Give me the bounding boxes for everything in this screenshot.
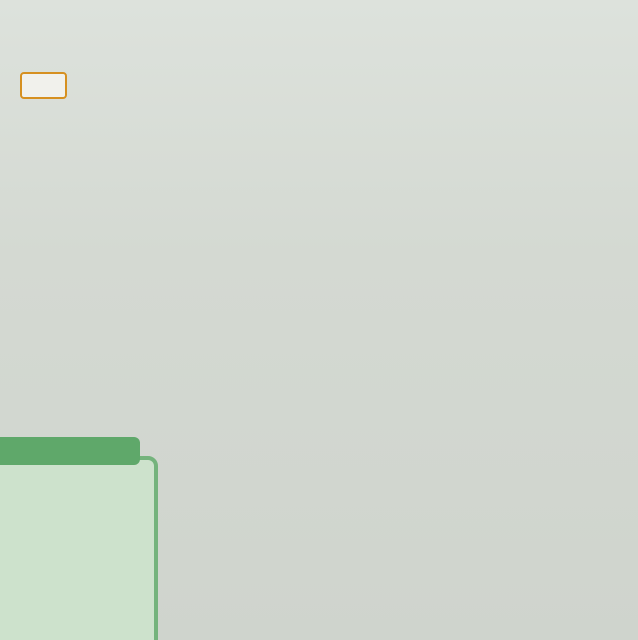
task-number-badge: [20, 72, 67, 99]
story-text: [20, 127, 620, 133]
helper-tab: [0, 437, 140, 465]
helper-box: [0, 456, 158, 640]
